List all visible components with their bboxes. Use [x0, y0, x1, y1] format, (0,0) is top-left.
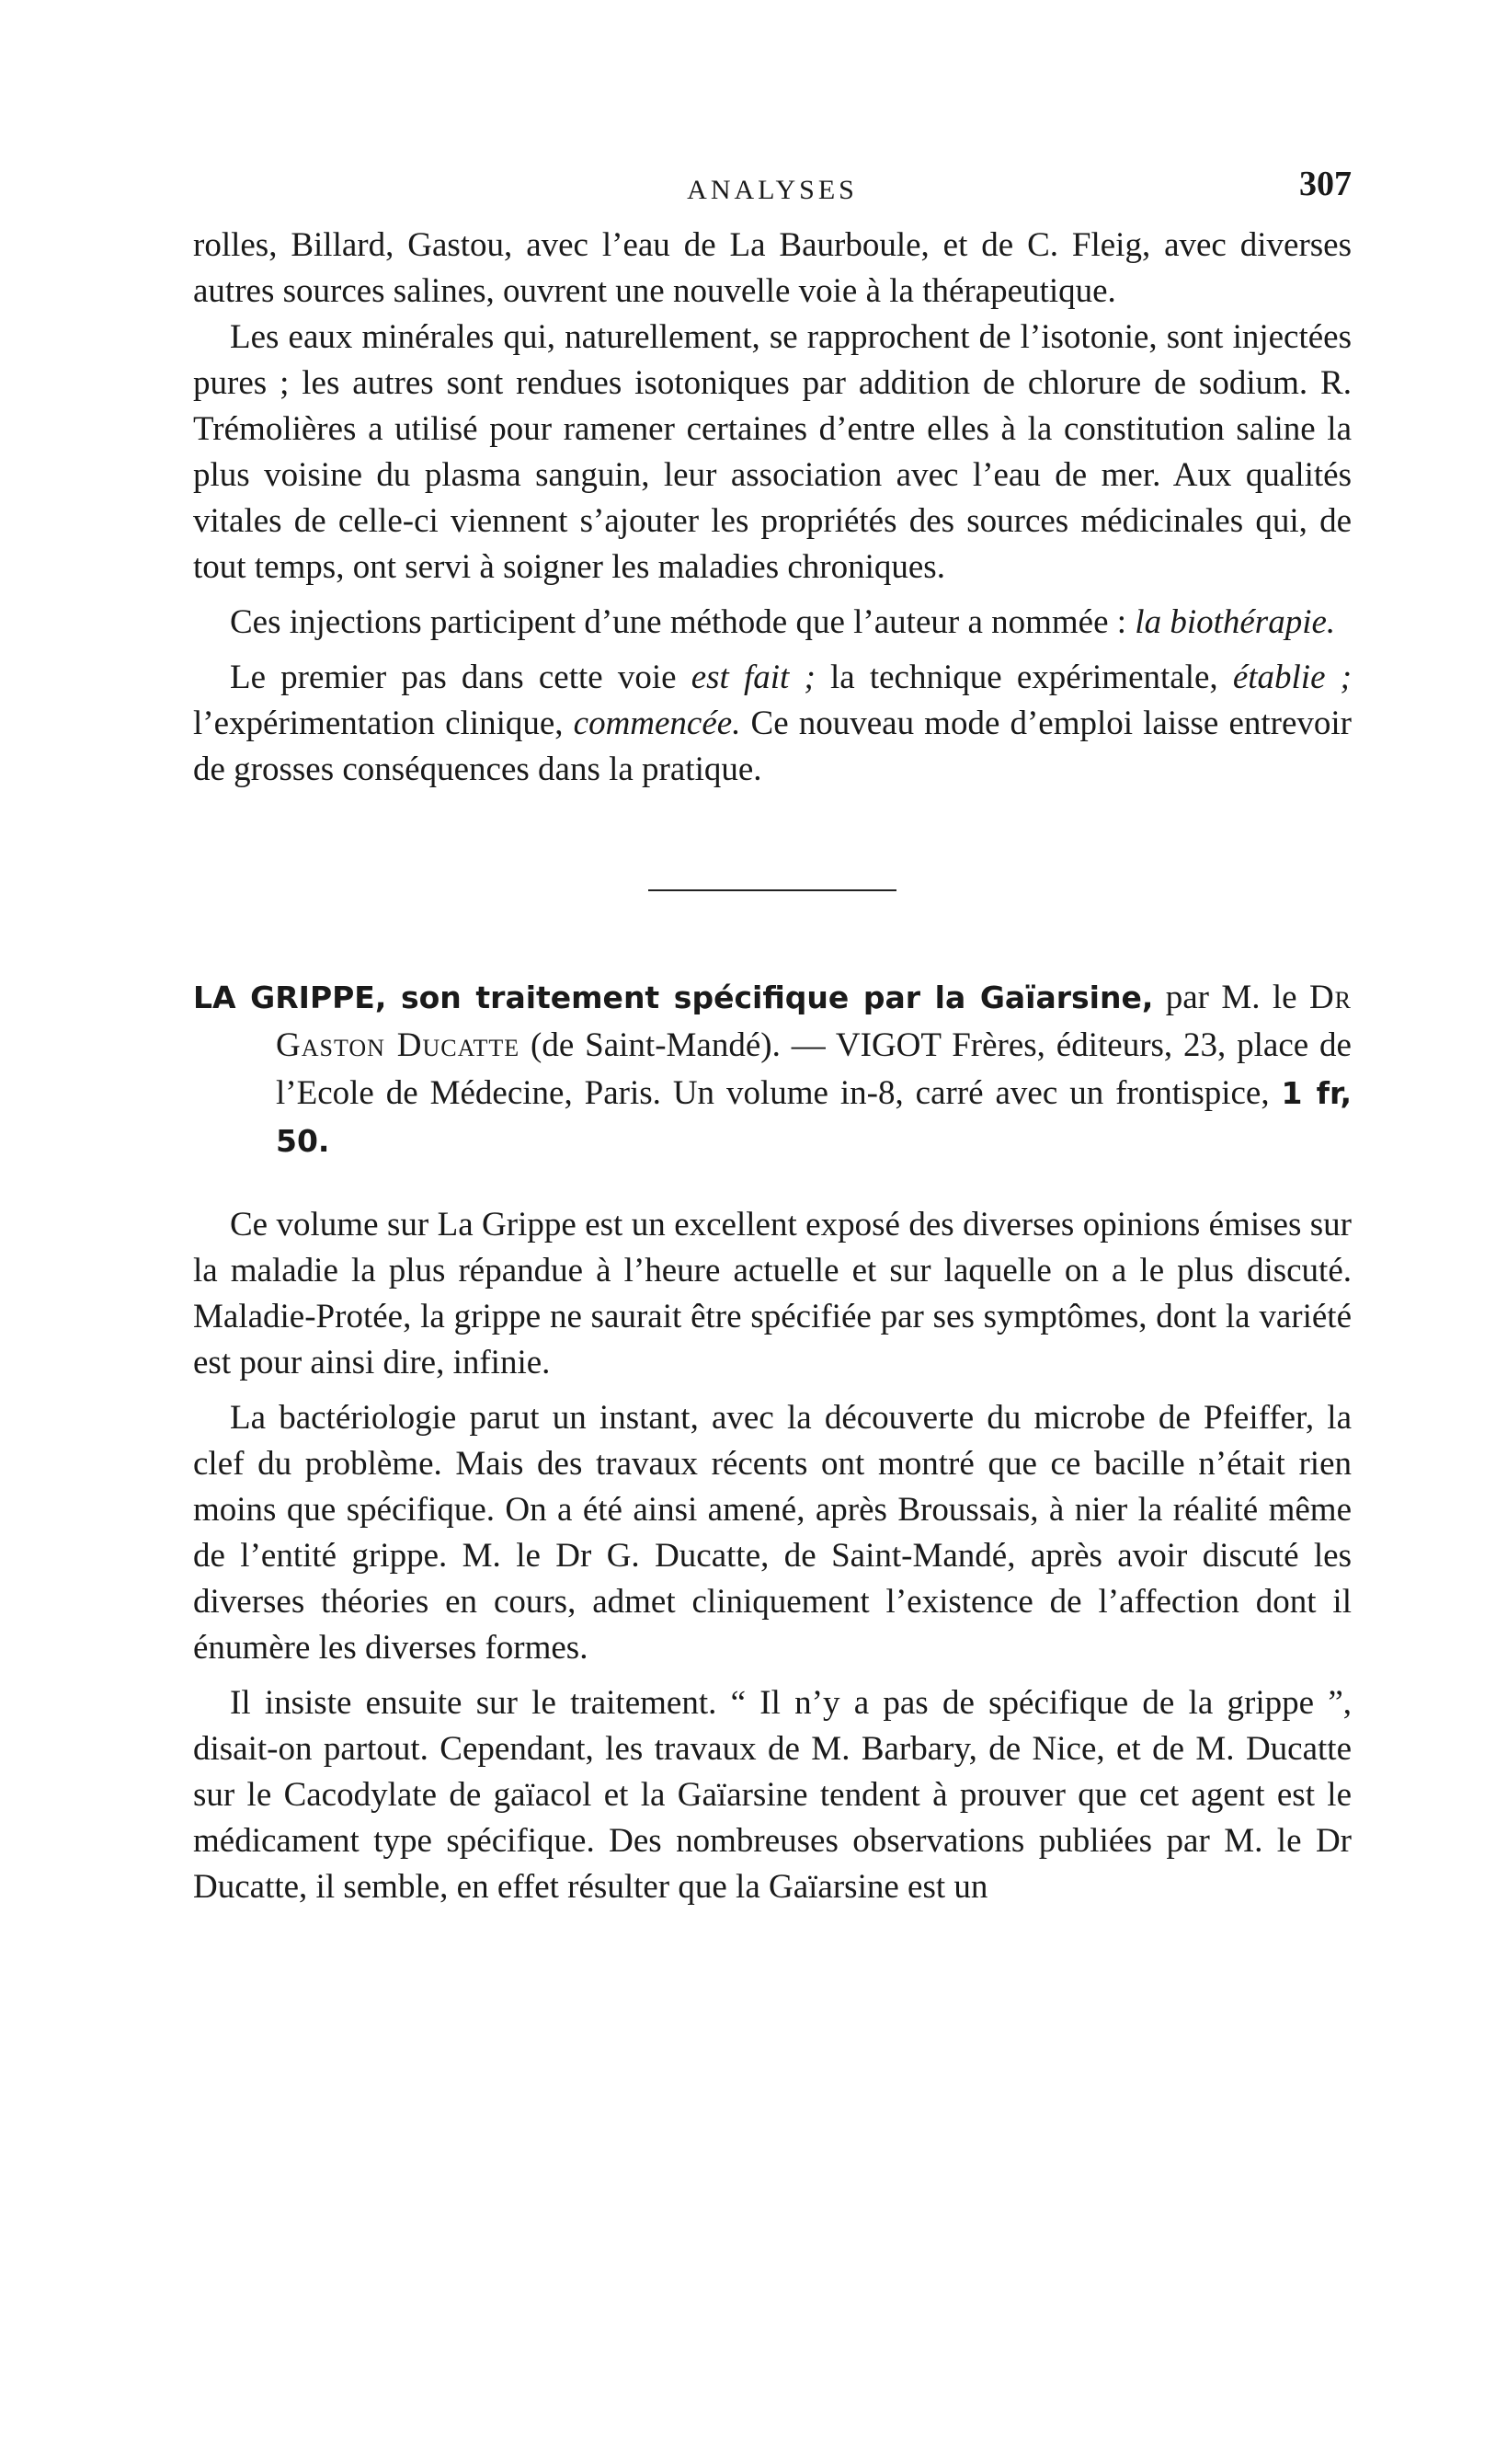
review-price: 1 fr, 50.: [276, 1075, 1352, 1159]
emphasis: commencée.: [573, 705, 741, 742]
emphasis: est fait ;: [691, 659, 816, 696]
review-publication: (de Saint-Mandé). — VIGOT Frères, éditeurs, 23, place de l’Ecole de Médecine, Paris. Un volume in-8, carré avec un frontispice,: [276, 1026, 1352, 1112]
paragraph: [193, 655, 1352, 793]
section-divider: [648, 889, 896, 891]
paragraph: [193, 600, 1352, 646]
paragraph-text: Ce nouveau mode d’emploi laisse entrevoir de grosses conséquences dans la pratique.: [193, 705, 1352, 788]
paragraph: Ce volume sur La Grippe est un excellent exposé des diverses opinions émises sur la maladie la plus répandue à l’heure actuelle et sur laquelle on a le plus discuté. Maladie-Protée, la grippe ne saurait être spécifiée par ses symptômes, dont la variété est pour ainsi dire, infinie.: [193, 1206, 1352, 1381]
review-author: Dr Gaston Ducatte: [276, 979, 1352, 1064]
running-head: [193, 138, 1352, 205]
paragraph: Les eaux minérales qui, naturellement, se rapprochent de l’isotonie, sont injectées pures ; les autres sont rendues isotoniques par addition de chlorure de sodium. R. Trémolières a utilisé pour ramener certaines d’entre elles à la constitution saline la plus voisine du plasma sanguin, leur association avec l’eau de mer. Aux qualités vitales de celle-ci viennent s’ajouter les propriétés des sources médicinales qui, de tout temps, ont servi à soigner les maladies chroniques.: [193, 318, 1352, 586]
paragraph-text: l’expérimentation clinique,: [193, 705, 574, 742]
paragraph: La bactériologie parut un instant, avec la découverte du microbe de Pfeiffer, la clef du problème. Mais des travaux récents ont montré que ce bacille n’était rien moins que spécifique. On a été ainsi amené, après Broussais, à nier la réalité même de l’entité grippe. M. le Dr G. Ducatte, de Saint-Mandé, après avoir discuté les diverses théories en cours, admet cliniquement l’existence de l’affection dont il énumère les diverses formes.: [193, 1399, 1352, 1667]
review-title: LA GRIPPE, son traitement spécifique par la Gaïarsine,: [193, 980, 1154, 1015]
emphasis: la biothérapie.: [1135, 603, 1336, 641]
paragraph-text: la technique expérimentale,: [815, 659, 1233, 696]
paragraph: Il insiste ensuite sur le traitement. “ Il n’y a pas de spécifique de la grippe ”, disait-on partout. Cependant, les travaux de M. Barbary, de Nice, et de M. Ducatte sur le Cacodylate de gaïacol et la Gaïarsine tendent à prouver que cet agent est le médicament type spécifique. Des nombreuses observations publiées par M. le Dr Ducatte, il semble, en effet résulter que la Gaïarsine est un: [193, 1684, 1352, 1906]
paragraph-text: Ces injections participent d’une méthode que l’auteur a nommée :: [230, 603, 1136, 641]
paragraph: rolles, Billard, Gastou, avec l’eau de La Baurboule, et de C. Fleig, avec diverses autres sources salines, ouvrent une nouvelle voie à la thérapeutique.: [193, 226, 1352, 310]
page-body: [193, 138, 1352, 1910]
review-title-by: par M. le: [1153, 979, 1309, 1016]
page-number: 307: [1299, 165, 1352, 203]
emphasis: établie ;: [1232, 659, 1352, 696]
paragraph-text: Le premier pas dans cette voie: [230, 659, 691, 696]
review-heading: [193, 974, 1352, 1165]
running-title: ANALYSES: [687, 175, 858, 205]
